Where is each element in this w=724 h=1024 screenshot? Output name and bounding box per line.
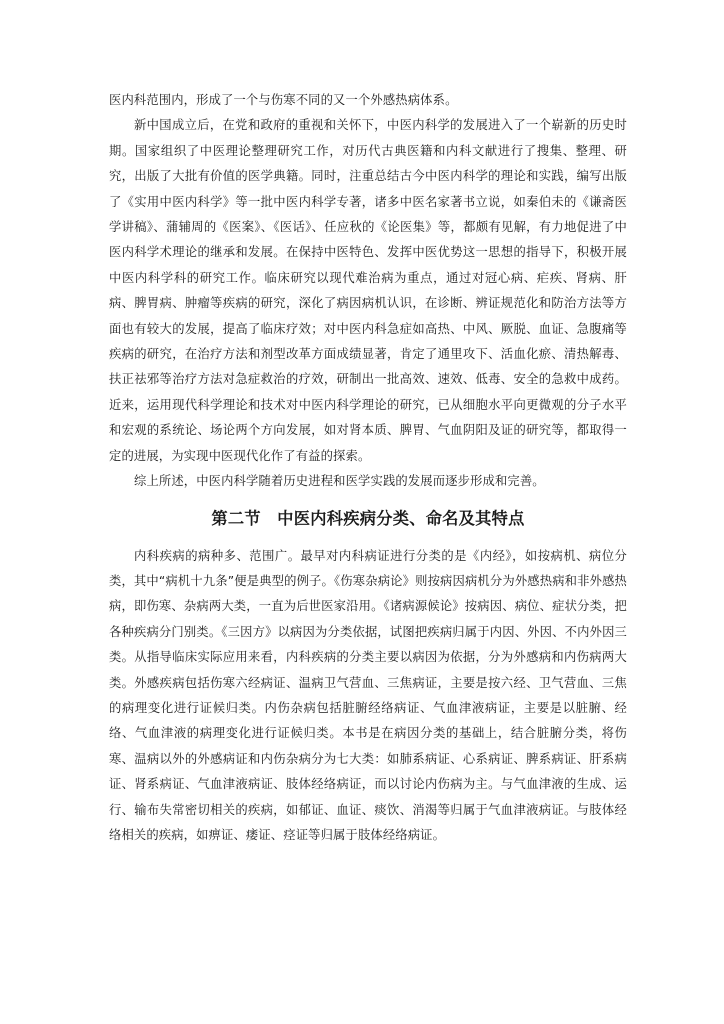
paragraph-modern-history: 新中国成立后，在党和政府的重视和关怀下，中医内科学的发展进入了一个崭新的历史时期。国家组织了中医理论整理研究工作，对历代古典医籍和内科文献进行了搜集、整理、研究，出版了大批有价值的医学典籍。同时，注重总结古今中医内科学的理论和实践，编写出版了《实用中医内科学》等一批中医内科学专著，诸多中医名家著书立说，如秦伯未的《谦斋医学讲稿》、蒲辅周的《医案》、《医话》、任应秋的《论医集》等，都颇有见解，有力地促进了中医内科学术理论的继承和发展。在保持中医特色、发挥中医优势这一思想的指导下，积极开展中医内科学科的研究工作。临床研究以现代难治病为重点，通过对冠心病、疟疾、肾病、肝病、脾胃病、肿瘤等疾病的研究，深化了病因病机认识，在诊断、辨证规范化和防治方法等方面也有较大的发展，提高了临床疗效；对中医内科急症如高热、中风、厥脱、血证、急腹痛等疾病的研究，在治疗方法和剂型改革方面成绩显著，肯定了通里攻下、活血化瘀、清热解毒、扶正祛邪等治疗方法对急症救治的疗效，研制出一批高效、速效、低毒、安全的急救中成药。近来，运用现代科学理论和技术对中医内科学理论的研究，已从细胞水平向更微观的分子水平和宏观的系统论、场论两个方向发展，如对肾本质、脾胃、气血阴阳及证的研究等，都取得一定的进展，为实现中医现代化作了有益的探索。 — [109, 118, 627, 463]
paragraph-summary: 综上所述，中医内科学随着历史进程和医学实践的发展而逐步形成和完善。 — [134, 474, 545, 489]
paragraph-disease-classification: 内科疾病的病种多、范围广。最早对内科病证进行分类的是《内经》，如按病机、病位分类，其中“病机十九条”便是典型的例子。《伤寒杂病论》则按病因病机分为外感热病和非外感热病，即伤寒、杂病两大类，一直为后世医家沿用。《诸病源候论》按病因、病位、症状分类，把各种疾病分门别类。《三因方》以病因为分类依据，试图把疾病归属于内因、外因、不内外因三类。从指导临床实际应用来看，内科疾病的分类主要以病因为依据，分为外感病和内伤病两大类。外感疾病包括伤寒六经病证、温病卫气营血、三焦病证，主要是按六经、卫气营血、三焦的病理变化进行证候归类。内伤杂病包括脏腑经络病证、气血津液病证，主要是以脏腑、经络、气血津液的病理变化进行证候归类。本书是在病因分类的基础上，结合脏腑分类，将伤寒、温病以外的外感病证和内伤杂病分为七大类：如肺系病证、心系病证、脾系病证、肝系病证、肾系病证、气血津液病证、肢体经络病证，而以讨论内伤病为主。与气血津液的生成、运行、输布失常密切相关的疾病，如郁证、血证、痰饮、消渴等归属于气血津液病证。与肢体经络相关的疾病，如痹证、痿证、痉证等归属于肢体经络病证。 — [109, 548, 627, 842]
section-heading: 第二节 中医内科疾病分类、命名及其特点 — [211, 508, 525, 528]
paragraph-continued: 医内科范围内，形成了一个与伤寒不同的又一个外感热病体系。 — [109, 93, 458, 107]
document-page — [109, 88, 627, 848]
